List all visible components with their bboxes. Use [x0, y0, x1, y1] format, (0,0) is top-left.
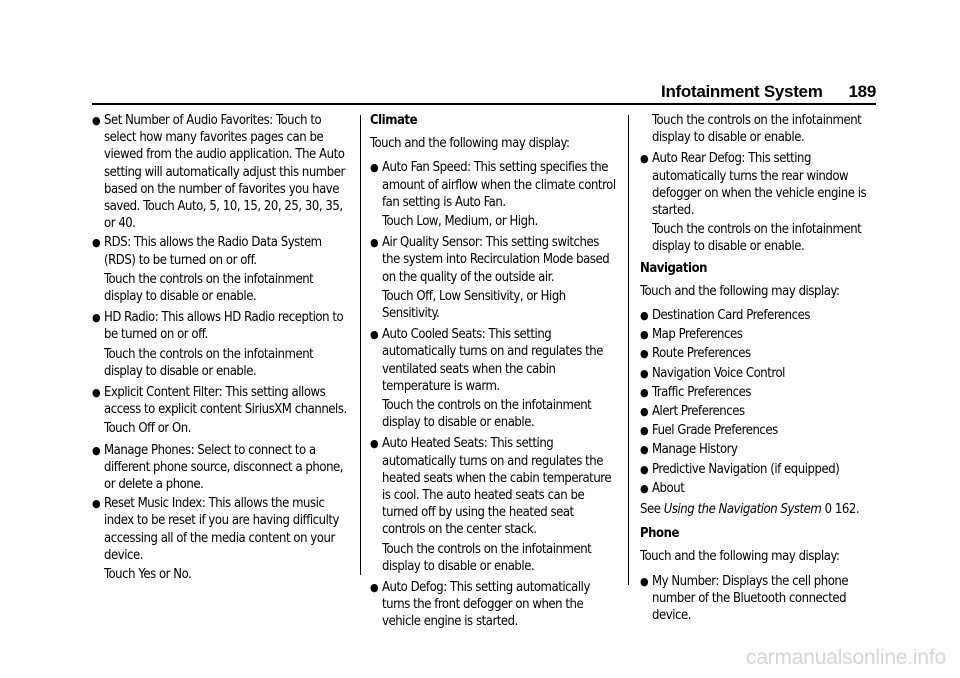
bullet-icon: ● [640, 347, 649, 361]
list-item [92, 495, 354, 564]
item-text: Reset Music Index: This allows the music index to be reset if you are having difficulty accessing all of the media content on your device. [104, 496, 340, 563]
item-subtext: Touch Yes or No. [104, 567, 192, 583]
list-item [370, 435, 618, 538]
list-item [370, 326, 618, 395]
item-text: Predictive Navigation (if equipped) [652, 461, 840, 477]
item-subtext: Touch Off, Low Sensitivity, or High Sensitivity. [382, 288, 566, 322]
bullet-icon: ● [640, 462, 649, 476]
item-text: Navigation Voice Control [652, 365, 785, 381]
page-number: 189 [848, 82, 876, 101]
column-1 [92, 112, 354, 587]
item-text: Destination Card Preferences [652, 308, 810, 324]
item-subtext: Touch the controls on the infotainment display to disable or enable. [652, 222, 862, 255]
page-reference: 0 162. [821, 502, 860, 518]
column-divider [360, 115, 361, 575]
list-item [640, 403, 880, 420]
section-title: Infotainment System [661, 82, 823, 101]
item-text: Alert Preferences [652, 404, 745, 420]
bullet-icon: ● [640, 481, 649, 495]
item-text: Set Number of Audio Favorites: Touch to select how many favorites pages can be viewed from the audio application. The Auto setting will automatically adjust this number based on the number of favorites you have saved. Touch Auto, 5, 10, 15, 20, 25, 30, 35, or 40. [104, 113, 345, 232]
section-intro: Touch and the following may display: [640, 549, 840, 565]
item-text: Explicit Content Filter: This setting allows access to explicit content SiriusXM channels. [104, 385, 347, 418]
cross-reference [640, 501, 880, 518]
item-text: About [652, 480, 685, 496]
list-item [640, 480, 880, 497]
bullet-icon: ● [92, 311, 101, 325]
section-heading-climate: Climate [370, 113, 418, 128]
item-subtext: Touch the controls on the infotainment display to disable or enable. [382, 398, 592, 431]
header-rule [92, 103, 876, 105]
bullet-icon: ● [640, 309, 649, 323]
bullet-icon: ● [640, 424, 649, 438]
item-text: Fuel Grade Preferences [652, 423, 778, 439]
bullet-icon: ● [640, 443, 649, 457]
list-item [640, 365, 880, 382]
list-item [92, 442, 354, 494]
list-item [640, 441, 880, 458]
item-text: HD Radio: This allows HD Radio reception to be turned on or off. [104, 310, 344, 343]
bullet-icon: ● [640, 405, 649, 419]
bullet-icon: ● [640, 152, 649, 166]
item-subtext: Touch Low, Medium, or High. [382, 214, 538, 230]
item-text: Traffic Preferences [652, 384, 751, 400]
column-divider [628, 115, 629, 585]
list-item [92, 112, 354, 232]
bullet-icon: ● [370, 161, 379, 175]
item-text: Manage History [652, 442, 738, 458]
item-text: Auto Heated Seats: This setting automatically turns on and regulates the heated seats when the cabin temperature is cool. The auto heated seats can be turned off by using the heated seat controls on the center stack. [382, 436, 612, 538]
section-intro: Touch and the following may display: [640, 283, 840, 299]
item-text: Route Preferences [652, 346, 751, 362]
item-subtext: Touch Off or On. [104, 421, 192, 437]
bullet-icon: ● [640, 385, 649, 399]
bullet-icon: ● [370, 437, 379, 451]
list-item [370, 579, 618, 631]
bullet-icon: ● [640, 366, 649, 380]
list-item [370, 159, 618, 211]
list-item [640, 422, 880, 439]
cross-reference-link[interactable]: Using the Navigation System [663, 502, 822, 518]
section-heading-navigation: Navigation [640, 260, 708, 276]
item-subtext: Touch the controls on the infotainment display to disable or enable. [104, 346, 314, 379]
bullet-icon: ● [92, 236, 101, 250]
list-item [640, 384, 880, 401]
item-text: Auto Cooled Seats: This setting automatically turns on and regulates the ventilated seats when the cabin temperature is warm. [382, 327, 603, 394]
item-text: RDS: This allows the Radio Data System (RDS) to be turned on or off. [104, 235, 322, 268]
bullet-icon: ● [640, 328, 649, 342]
page-header [661, 82, 876, 102]
see-prefix: See [640, 502, 664, 518]
section-intro: Touch and the following may display: [370, 136, 570, 152]
list-item [640, 150, 880, 219]
list-item [640, 326, 880, 343]
item-text: Auto Fan Speed: This setting specifies the amount of airflow when the climate control fan setting is Auto Fan. [382, 160, 616, 210]
item-text: Auto Rear Defog: This setting automatically turns the rear window defogger on when the vehicle engine is started. [652, 151, 867, 219]
bullet-icon: ● [640, 574, 649, 588]
list-item [92, 234, 354, 268]
bullet-icon: ● [370, 236, 379, 250]
list-item [640, 345, 880, 362]
section-heading-phone: Phone [640, 526, 679, 542]
bullet-icon: ● [92, 114, 101, 127]
item-subtext: Touch the controls on the infotainment display to disable or enable. [104, 271, 314, 305]
bullet-icon: ● [370, 328, 379, 342]
item-text: Map Preferences [652, 327, 743, 343]
column-2 [370, 112, 618, 633]
watermark: carmanualsonline.info [745, 646, 946, 669]
item-text: Auto Defog: This setting automatically turns the front defogger on when the vehicle engine is started. [382, 580, 590, 630]
bullet-icon: ● [370, 581, 379, 595]
list-item [92, 309, 354, 343]
item-subtext: Touch the controls on the infotainment display to disable or enable. [652, 113, 862, 146]
bullet-icon: ● [92, 386, 101, 400]
list-item [640, 461, 880, 478]
list-item [640, 573, 880, 625]
bullet-icon: ● [92, 497, 101, 511]
item-text: Manage Phones: Select to connect to a different phone source, disconnect a phone, or delete a phone. [104, 442, 344, 493]
list-item [640, 307, 880, 324]
item-subtext: Touch the controls on the infotainment display to disable or enable. [382, 541, 592, 574]
item-text: Air Quality Sensor: This setting switches the system into Recirculation Mode based on the quality of the outside air. [382, 235, 610, 285]
item-text: My Number: Displays the cell phone number of the Bluetooth connected device. [652, 573, 849, 624]
column-3 [640, 112, 880, 626]
bullet-icon: ● [92, 443, 101, 457]
list-item [92, 384, 354, 418]
list-item [370, 234, 618, 286]
